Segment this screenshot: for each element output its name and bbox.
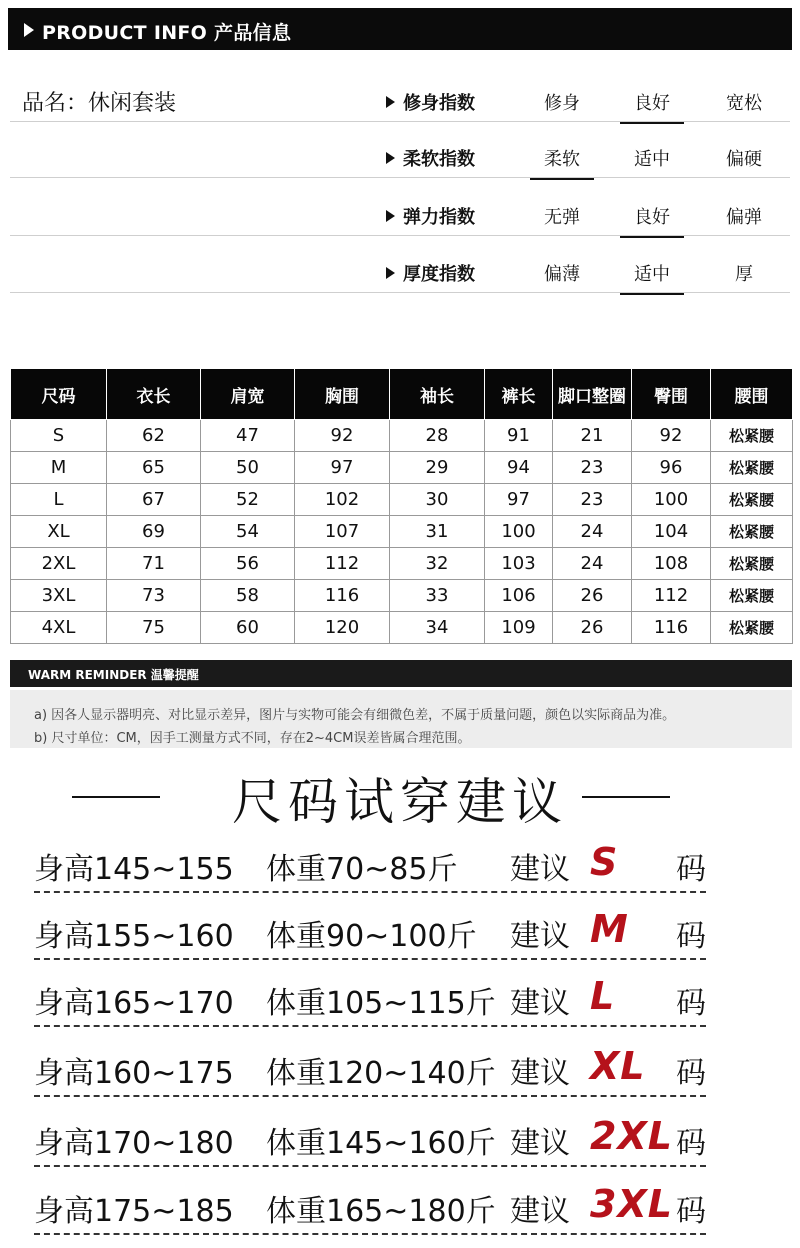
- attribute-option: 适中: [634, 149, 670, 170]
- attribute-label: 弹力指数: [386, 203, 475, 229]
- size-table-cell: 112: [632, 580, 711, 612]
- attribute-label: 修身指数: [386, 89, 475, 115]
- attribute-row: [0, 186, 800, 242]
- size-table-column-header: 脚口整圈: [553, 369, 632, 420]
- header-title: PRODUCT INFO 产品信息: [42, 22, 292, 44]
- size-table-cell: XL: [11, 516, 107, 548]
- size-table-cell: 松紧腰: [711, 452, 793, 484]
- size-table-cell: 103: [485, 548, 553, 580]
- attribute-row: [0, 243, 800, 299]
- size-table-column-header: 尺码: [11, 369, 107, 420]
- size-table-cell: 116: [632, 612, 711, 644]
- attribute-row: [0, 72, 800, 128]
- warm-reminder-bar: [10, 660, 792, 687]
- size-table-cell: 116: [295, 580, 390, 612]
- size-table-cell: 30: [390, 484, 485, 516]
- size-recommendation-row: [0, 1110, 800, 1180]
- product-info-header: [8, 8, 792, 50]
- attribute-divider: [10, 177, 790, 178]
- suggest-label: 建议: [510, 986, 570, 1021]
- size-table-column-header: 臀围: [632, 369, 711, 420]
- attribute-label: 柔软指数: [386, 145, 475, 171]
- size-table-cell: 92: [632, 420, 711, 452]
- size-table-cell: 34: [390, 612, 485, 644]
- recommended-size: XL: [590, 1044, 646, 1088]
- size-table-cell: 120: [295, 612, 390, 644]
- size-table-cell: 松紧腰: [711, 484, 793, 516]
- dashed-divider: [34, 1025, 706, 1027]
- weight-range: 体重105~115斤: [266, 986, 496, 1021]
- size-table-cell: 29: [390, 452, 485, 484]
- size-table-cell: 97: [485, 484, 553, 516]
- attribute-option: 偏硬: [726, 149, 762, 170]
- size-table-cell: 67: [107, 484, 201, 516]
- size-table-cell: 71: [107, 548, 201, 580]
- product-name: 品名：休闲套装: [22, 91, 177, 116]
- height-range: 身高175~185: [34, 1194, 234, 1229]
- dashed-divider: [34, 1165, 706, 1167]
- attribute-divider: [10, 121, 790, 122]
- dashed-divider: [34, 891, 706, 893]
- suggest-label: 建议: [510, 919, 570, 954]
- recommended-size: 3XL: [590, 1182, 673, 1226]
- size-table-cell: 4XL: [11, 612, 107, 644]
- size-table-cell: 26: [553, 612, 632, 644]
- size-table-cell: M: [11, 452, 107, 484]
- reminder-note-b: b) 尺寸单位：CM，因手工测量方式不同，存在2~4CM误差皆属合理范围。: [34, 731, 471, 746]
- size-table-cell: 109: [485, 612, 553, 644]
- height-range: 身高165~170: [34, 986, 234, 1021]
- weight-range: 体重70~85斤: [266, 852, 458, 887]
- attribute-divider: [10, 235, 790, 236]
- size-table-cell: 104: [632, 516, 711, 548]
- title-dash-right: [582, 796, 670, 798]
- size-table-cell: 100: [632, 484, 711, 516]
- size-unit: 码: [676, 1126, 706, 1161]
- weight-range: 体重90~100斤: [266, 919, 477, 954]
- height-range: 身高170~180: [34, 1126, 234, 1161]
- dashed-divider: [34, 1095, 706, 1097]
- size-recommendation-row: [0, 836, 800, 906]
- attribute-option: 偏薄: [544, 264, 580, 285]
- size-recommendation-row: [0, 903, 800, 973]
- size-table-cell: 56: [201, 548, 295, 580]
- size-table-cell: 102: [295, 484, 390, 516]
- size-table-column-header: 腰围: [711, 369, 793, 420]
- size-table-row: [11, 548, 793, 580]
- size-table-cell: 75: [107, 612, 201, 644]
- attribute-option: 宽松: [726, 93, 762, 114]
- size-table-cell: 97: [295, 452, 390, 484]
- weight-range: 体重145~160斤: [266, 1126, 496, 1161]
- reminder-title: WARM REMINDER 温馨提醒: [28, 668, 199, 682]
- weight-range: 体重120~140斤: [266, 1056, 496, 1091]
- size-table-cell: 2XL: [11, 548, 107, 580]
- size-table-column-header: 胸围: [295, 369, 390, 420]
- size-table-cell: 23: [553, 484, 632, 516]
- size-table-cell: 62: [107, 420, 201, 452]
- size-table-header: [11, 369, 793, 420]
- size-table-cell: S: [11, 420, 107, 452]
- size-unit: 码: [676, 919, 706, 954]
- size-table-cell: 50: [201, 452, 295, 484]
- size-table-cell: 60: [201, 612, 295, 644]
- size-table-cell: 69: [107, 516, 201, 548]
- size-table-cell: 94: [485, 452, 553, 484]
- size-unit: 码: [676, 986, 706, 1021]
- attribute-divider: [10, 292, 790, 293]
- size-table-cell: 3XL: [11, 580, 107, 612]
- size-recommendation-row: [0, 1178, 800, 1248]
- attribute-option: 厚: [735, 264, 753, 285]
- size-unit: 码: [676, 1056, 706, 1091]
- attribute-option: 修身: [544, 93, 580, 114]
- size-table-row: [11, 516, 793, 548]
- size-recommendation-title: 尺码试穿建议: [232, 773, 568, 831]
- size-unit: 码: [676, 852, 706, 887]
- size-table-cell: 112: [295, 548, 390, 580]
- height-range: 身高160~175: [34, 1056, 234, 1091]
- dashed-divider: [34, 958, 706, 960]
- size-table-cell: 65: [107, 452, 201, 484]
- reminder-notes: [10, 690, 792, 748]
- size-table-cell: 28: [390, 420, 485, 452]
- size-table-column-header: 肩宽: [201, 369, 295, 420]
- size-table-cell: 23: [553, 452, 632, 484]
- size-table-cell: 96: [632, 452, 711, 484]
- attribute-option-selected: 良好: [620, 89, 684, 124]
- dashed-divider: [34, 1233, 706, 1235]
- size-table-cell: 松紧腰: [711, 516, 793, 548]
- size-table-cell: 松紧腰: [711, 612, 793, 644]
- recommended-size: L: [590, 974, 616, 1018]
- size-table-cell: 52: [201, 484, 295, 516]
- size-recommendation-row: [0, 970, 800, 1040]
- size-table-cell: 108: [632, 548, 711, 580]
- size-table-cell: 24: [553, 516, 632, 548]
- size-table-cell: 58: [201, 580, 295, 612]
- size-unit: 码: [676, 1194, 706, 1229]
- suggest-label: 建议: [510, 1056, 570, 1091]
- attribute-option-selected: 良好: [620, 203, 684, 238]
- size-table-cell: 32: [390, 548, 485, 580]
- size-table-cell: 73: [107, 580, 201, 612]
- size-table-cell: 松紧腰: [711, 580, 793, 612]
- size-table-cell: 21: [553, 420, 632, 452]
- size-table-column-header: 衣长: [107, 369, 201, 420]
- size-table-cell: 31: [390, 516, 485, 548]
- attribute-option: 偏弹: [726, 207, 762, 228]
- attribute-option: 无弹: [544, 207, 580, 228]
- size-table-column-header: 袖长: [390, 369, 485, 420]
- size-table-cell: 54: [201, 516, 295, 548]
- size-table-row: [11, 484, 793, 516]
- size-table-cell: L: [11, 484, 107, 516]
- size-table-cell: 松紧腰: [711, 548, 793, 580]
- size-recommendation-row: [0, 1040, 800, 1110]
- height-range: 身高155~160: [34, 919, 234, 954]
- recommended-size: M: [590, 907, 629, 951]
- size-table-cell: 91: [485, 420, 553, 452]
- size-table-row: [11, 612, 793, 644]
- size-table-cell: 24: [553, 548, 632, 580]
- size-table-cell: 松紧腰: [711, 420, 793, 452]
- attribute-label: 厚度指数: [386, 260, 475, 286]
- weight-range: 体重165~180斤: [266, 1194, 496, 1229]
- size-table-row: [11, 580, 793, 612]
- size-table-column-header: 裤长: [485, 369, 553, 420]
- size-table-cell: 47: [201, 420, 295, 452]
- size-table-cell: 106: [485, 580, 553, 612]
- height-range: 身高145~155: [34, 852, 234, 887]
- size-table-row: [11, 452, 793, 484]
- recommended-size: 2XL: [590, 1114, 673, 1158]
- attribute-option-selected: 柔软: [530, 145, 594, 180]
- suggest-label: 建议: [510, 1126, 570, 1161]
- triangle-right-icon: [24, 23, 34, 37]
- size-table: [10, 368, 793, 644]
- size-table-cell: 100: [485, 516, 553, 548]
- attribute-option-selected: 适中: [620, 260, 684, 295]
- size-table-cell: 92: [295, 420, 390, 452]
- suggest-label: 建议: [510, 852, 570, 887]
- attribute-row: [0, 128, 800, 184]
- size-table-row: [11, 420, 793, 452]
- size-table-cell: 107: [295, 516, 390, 548]
- size-table-cell: 26: [553, 580, 632, 612]
- recommended-size: S: [590, 840, 619, 884]
- size-table-cell: 33: [390, 580, 485, 612]
- suggest-label: 建议: [510, 1194, 570, 1229]
- reminder-note-a: a) 因各人显示器明亮、对比显示差异，图片与实物可能会有细微色差，不属于质量问题，颜色以实际商品为准。: [34, 708, 676, 723]
